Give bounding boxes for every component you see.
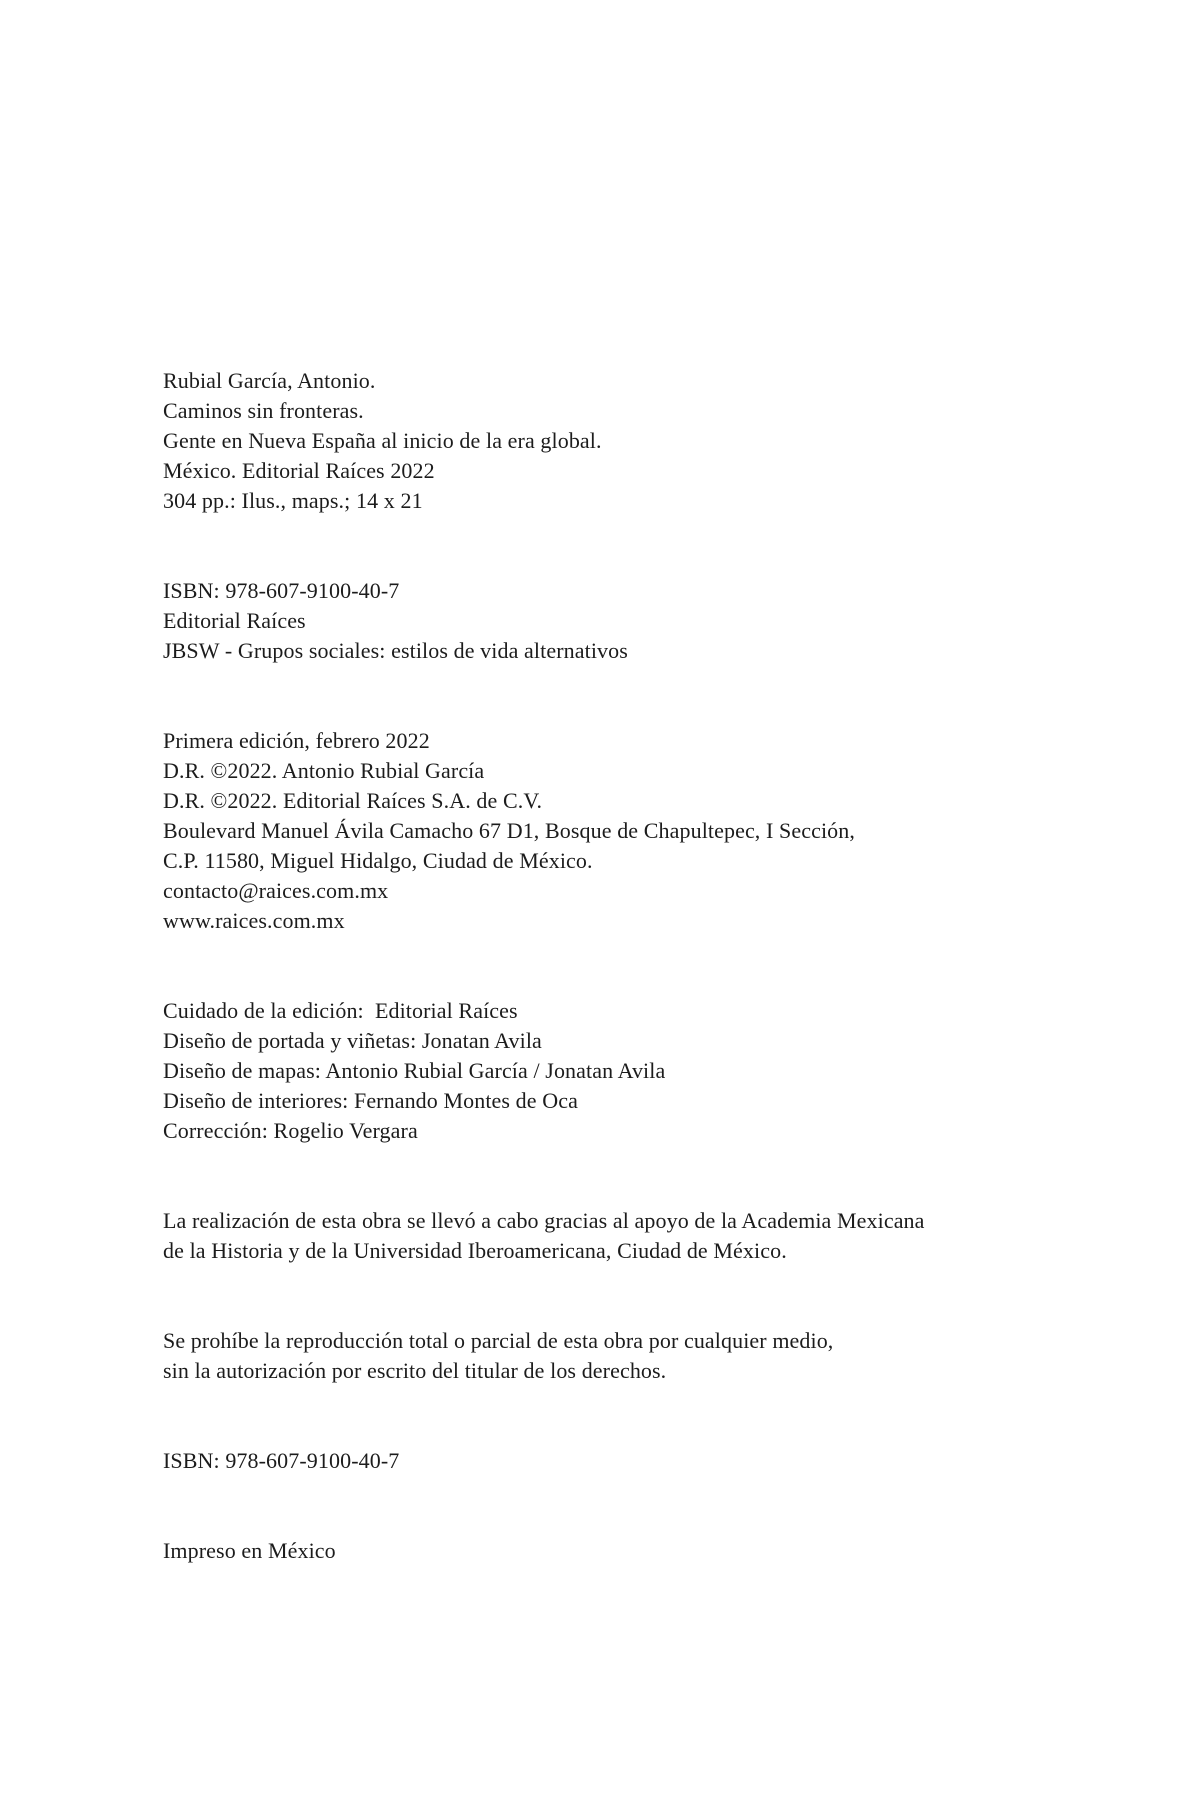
editing-credit-line: Cuidado de la edición: Editorial Raíces bbox=[163, 998, 518, 1023]
acknowledgements-block bbox=[163, 1206, 1083, 1266]
rights-notice-block bbox=[163, 1326, 1083, 1386]
catalog-author-line: Rubial García, Antonio. bbox=[163, 368, 376, 393]
printed-in-block bbox=[163, 1536, 1083, 1566]
acknowledgements-line-2: de la Historia y de la Universidad Iberoamericana, Ciudad de México. bbox=[163, 1238, 787, 1263]
publisher-line: Editorial Raíces bbox=[163, 608, 306, 633]
address-line-1: Boulevard Manuel Ávila Camacho 67 D1, Bosque de Chapultepec, I Sección, bbox=[163, 818, 855, 843]
edition-line: Primera edición, febrero 2022 bbox=[163, 728, 430, 753]
proofreading-credit-line: Corrección: Rogelio Vergara bbox=[163, 1118, 418, 1143]
isbn-line: ISBN: 978-607-9100-40-7 bbox=[163, 578, 400, 603]
copyright-publisher-line: D.R. ©2022. Editorial Raíces S.A. de C.V. bbox=[163, 788, 543, 813]
rights-notice-line-1: Se prohíbe la reproducción total o parcial de esta obra por cualquier medio, bbox=[163, 1328, 834, 1353]
isbn-classification-block bbox=[163, 576, 1083, 666]
isbn-repeat-line: ISBN: 978-607-9100-40-7 bbox=[163, 1448, 400, 1473]
contact-email-line: contacto@raices.com.mx bbox=[163, 878, 389, 903]
rights-notice-line-2: sin la autorización por escrito del titular de los derechos. bbox=[163, 1358, 667, 1383]
copyright-author-line: D.R. ©2022. Antonio Rubial García bbox=[163, 758, 485, 783]
acknowledgements-line-1: La realización de esta obra se llevó a cabo gracias al apoyo de la Academia Mexicana bbox=[163, 1208, 925, 1233]
credits-block bbox=[163, 996, 1083, 1146]
interior-design-credit-line: Diseño de interiores: Fernando Montes de Oca bbox=[163, 1088, 578, 1113]
thema-classification-line: JBSW - Grupos sociales: estilos de vida alternativos bbox=[163, 638, 628, 663]
isbn-repeat-block bbox=[163, 1446, 1083, 1476]
catalog-subtitle-line: Gente en Nueva España al inicio de la era global. bbox=[163, 428, 602, 453]
catalog-publisher-line: México. Editorial Raíces 2022 bbox=[163, 458, 435, 483]
catalog-entry-block bbox=[163, 366, 1083, 516]
edition-rights-block bbox=[163, 726, 1083, 936]
catalog-physical-description-line: 304 pp.: Ilus., maps.; 14 x 21 bbox=[163, 488, 423, 513]
address-line-2: C.P. 11580, Miguel Hidalgo, Ciudad de México. bbox=[163, 848, 593, 873]
cover-design-credit-line: Diseño de portada y viñetas: Jonatan Avila bbox=[163, 1028, 542, 1053]
colophon-content bbox=[163, 366, 1083, 1626]
website-line: www.raices.com.mx bbox=[163, 908, 345, 933]
printed-in-line: Impreso en México bbox=[163, 1538, 336, 1563]
map-design-credit-line: Diseño de mapas: Antonio Rubial García / Jonatan Avila bbox=[163, 1058, 666, 1083]
catalog-title-line: Caminos sin fronteras. bbox=[163, 398, 364, 423]
